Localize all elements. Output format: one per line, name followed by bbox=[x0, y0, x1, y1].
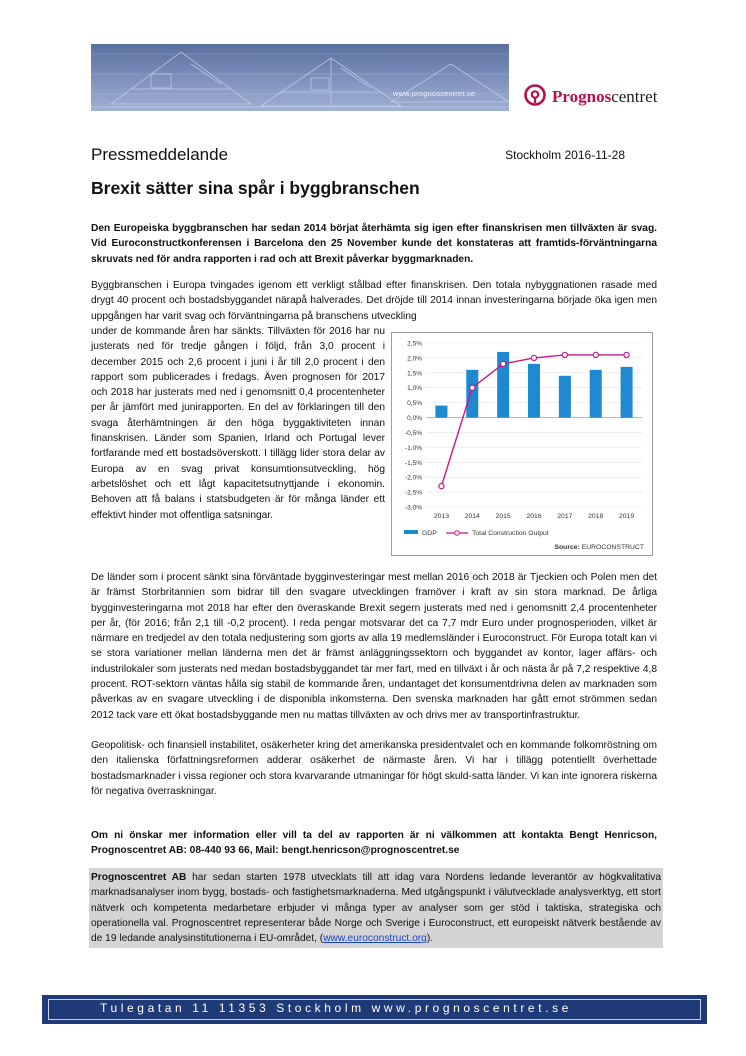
chart-source-value: EUROCONSTRUCT bbox=[581, 544, 644, 551]
gdp-bar bbox=[559, 376, 571, 418]
y-tick-label: 0,0% bbox=[407, 415, 422, 423]
y-tick-label: -1,5% bbox=[405, 459, 422, 467]
company-logo bbox=[524, 84, 664, 110]
gdp-bar bbox=[621, 367, 633, 418]
euroconstruct-link[interactable]: www.euroconstruct.org bbox=[323, 933, 427, 945]
y-tick-label: 1,5% bbox=[407, 370, 422, 378]
y-tick-label: 2,0% bbox=[407, 355, 422, 363]
x-tick-label: 2014 bbox=[464, 513, 480, 520]
y-tick-label: -2,5% bbox=[405, 489, 422, 497]
y-tick-label: 0,5% bbox=[407, 400, 422, 408]
location-pin-icon bbox=[524, 84, 546, 106]
footer-address: Tulegatan 11 11353 Stockholm www.prognoscentret.se bbox=[100, 1001, 572, 1015]
banner-url-text: www.prognoscentret.se bbox=[393, 89, 476, 98]
chart-svg bbox=[392, 333, 652, 555]
logo-name-part1: Prognos bbox=[552, 87, 612, 106]
x-tick-label: 2016 bbox=[526, 513, 542, 520]
chart-source bbox=[554, 544, 644, 551]
document-type: Pressmeddelande bbox=[91, 145, 229, 164]
construction-output-point bbox=[439, 484, 444, 489]
x-tick-label: 2019 bbox=[619, 513, 635, 520]
gdp-bar bbox=[466, 370, 478, 418]
x-tick-label: 2017 bbox=[557, 513, 573, 520]
y-tick-label: -1,0% bbox=[405, 444, 422, 452]
logo-name-part2: centret bbox=[611, 87, 658, 106]
gdp-bar bbox=[590, 370, 602, 418]
y-tick-label: -2,0% bbox=[405, 474, 422, 482]
y-tick-label: 2,5% bbox=[407, 340, 422, 348]
construction-output-point bbox=[593, 352, 598, 357]
construction-output-point bbox=[531, 355, 536, 360]
construction-output-point bbox=[470, 385, 475, 390]
logo-wordmark bbox=[552, 87, 657, 107]
x-tick-label: 2015 bbox=[495, 513, 511, 520]
about-company-box bbox=[89, 868, 663, 948]
y-tick-label: 1,0% bbox=[407, 385, 422, 393]
lead-paragraph: Den Europeiska byggbranschen har sedan 2014 börjat återhämta sig igen efter finanskrisen men tillväxten är svag. Vid Euroconstructkonferensen i Barcelona den 25 November kunde det konstateras att framtids-förväntningarna skruvats ned för andra rapporten i rad och att Brexit påverkar byggmarknaden. bbox=[91, 223, 657, 265]
chart-source-label: Source: bbox=[554, 544, 582, 551]
construction-output-point bbox=[562, 352, 567, 357]
gdp-construction-chart bbox=[391, 332, 653, 556]
legend-construction-label: Total Construction Output bbox=[472, 530, 549, 537]
contact-paragraph: Om ni önskar mer information eller vill ta del av rapporten är ni välkommen att kontakta Bengt Henricson, Prognoscentret AB: 08-440 93 66, Mail: bengt.henricson@prognoscentret.se bbox=[91, 830, 657, 857]
body-paragraph-3: Geopolitisk- och finansiell instabilitet, osäkerheter kring det amerikanska presidentvalet och en kommande folkomröstning om den italienska författningsreformen adderar osäkerhet de närmaste åren. Vi har i tillägg potentiellt överhettade bostadsmarknader i vissa regioner och stora kvarvarande utmaningar för högt skuld-satta länder. Vi kan inte ignorera riskerna för negativa överraskningar. bbox=[91, 740, 657, 797]
footer-bar bbox=[42, 995, 707, 1024]
headline: Brexit sätter sina spår i byggbranschen bbox=[91, 178, 420, 198]
about-end: ). bbox=[426, 933, 434, 945]
y-tick-label: -0,5% bbox=[405, 429, 422, 437]
construction-output-point bbox=[624, 352, 629, 357]
gdp-bar bbox=[528, 364, 540, 418]
x-tick-label: 2013 bbox=[433, 513, 449, 520]
about-company-name: Prognoscentret AB bbox=[91, 872, 187, 883]
body-paragraph-1-wrap: under de kommande åren har sänkts. Tillväxten för 2016 har nu justerats ned för tredje gången i följd, från 3,0 procent i december 2015 och 2,6 procent i juni i år till 2,0 procent i den rapport som publicerades i fredags. Även prognosen för 2017 och 2018 har justerats med ned i genomsnitt 0,4 procentenheter per år jämfört med junirapporten. En del av förklaringen till den svaga återhämtningen är den höga byggaktiviteten innan finanskrisen. Länder som Spanien, Irland och Portugal lever fortfarande med ett bostadsöverskott. I tillägg lider stora delar av Europa av en svag privat konsumtionsutveckling, hög arbetslöshet och ett lågt kapacitetsutnyttjande i ekonomin. Behoven att få balans i statsbudgeten är för många länder ett effektivt hinder mot offentliga satsningar. bbox=[91, 326, 385, 521]
legend-gdp-label: GDP bbox=[422, 530, 437, 537]
header-banner-image bbox=[91, 44, 509, 111]
place-date: Stockholm 2016-11-28 bbox=[505, 148, 625, 162]
about-company-text: har sedan starten 1978 utvecklats till att idag vara Nordens ledande leverantör av högkvalitativa marknadsanalyser inom bygg, bostads- och fastighetsmarknaderna. Med utgångspunkt i välutvecklade analysverktyg, ett stort nätverk och kompetenta medarbetare erbjuder vi många typer av analyser som ger stöd i taktiska, strategiska och operationella val. Prognoscentret representerar både Norge och Sverige i Euroconstruct, ett europeiskt nätverk bestående av de 19 ledande analysinstitutionerna i EU-området, ( bbox=[91, 872, 661, 945]
legend-line-marker bbox=[455, 531, 460, 536]
x-tick-label: 2018 bbox=[588, 513, 604, 520]
y-tick-label: -3,0% bbox=[405, 504, 422, 512]
construction-output-point bbox=[501, 361, 506, 366]
legend-gdp-swatch bbox=[404, 530, 418, 534]
body-paragraph-1: Byggbranschen i Europa tvingades igenom ett verkligt stålbad efter finanskrisen. Den totala nybyggnationen rasade med drygt 40 procent och bostadsbyggandet närapå halverades. Det dröjde till 2014 innan investeringarna började öka igen men uppgången har varit svag och förväntningarna på branschens utveckling bbox=[91, 280, 657, 322]
house-blueprint-illustration bbox=[91, 44, 509, 111]
gdp-bar bbox=[435, 406, 447, 418]
body-paragraph-2: De länder som i procent sänkt sina förväntade bygginvesteringar mest mellan 2016 och 2018 är Tjeckien och Polen men det är främst Storbritannien som bidrar till den svagare utvecklingen framöver i kraft av sin stora marknad. De årliga bygginvesteringarna mot 2018 har efter den överaskande Brexit segern justerats med ned i genomsnitt 2,4 procentenheter per år, (för 2016; från 2,1 till -0,2 procent). I reda pengar motsvarar det ca 7,7 mdr Euro under prognosperioden, vilket är närmare en tredjedel av den totala nedjustering som gjorts av alla 19 medlemsländer i Euroconstruct. För Europa totalt kan vi se stora variationer mellan länderna men det är främst anläggningssektorn och byggandet av kontor, lager affärs- och industrilokaler som justerats ned medan bostadsbyggandet tar mer fart, med en tillväxt i år och nästa år på 7,2 respektive 4,8 procent. ROT-sektorn väntas hålla sig stabil de kommande åren, undantaget det konsumentdrivna delen av marknaden som påverkas av en svagare utveckling i de disponibla inkomsterna. Den svenska marknaden har gått emot strömmen sedan 2012 tack vare ett ökat bostadsbyggande men nu mattas tillväxten av och drivs mer av transportinfrastruktur. bbox=[91, 572, 657, 721]
